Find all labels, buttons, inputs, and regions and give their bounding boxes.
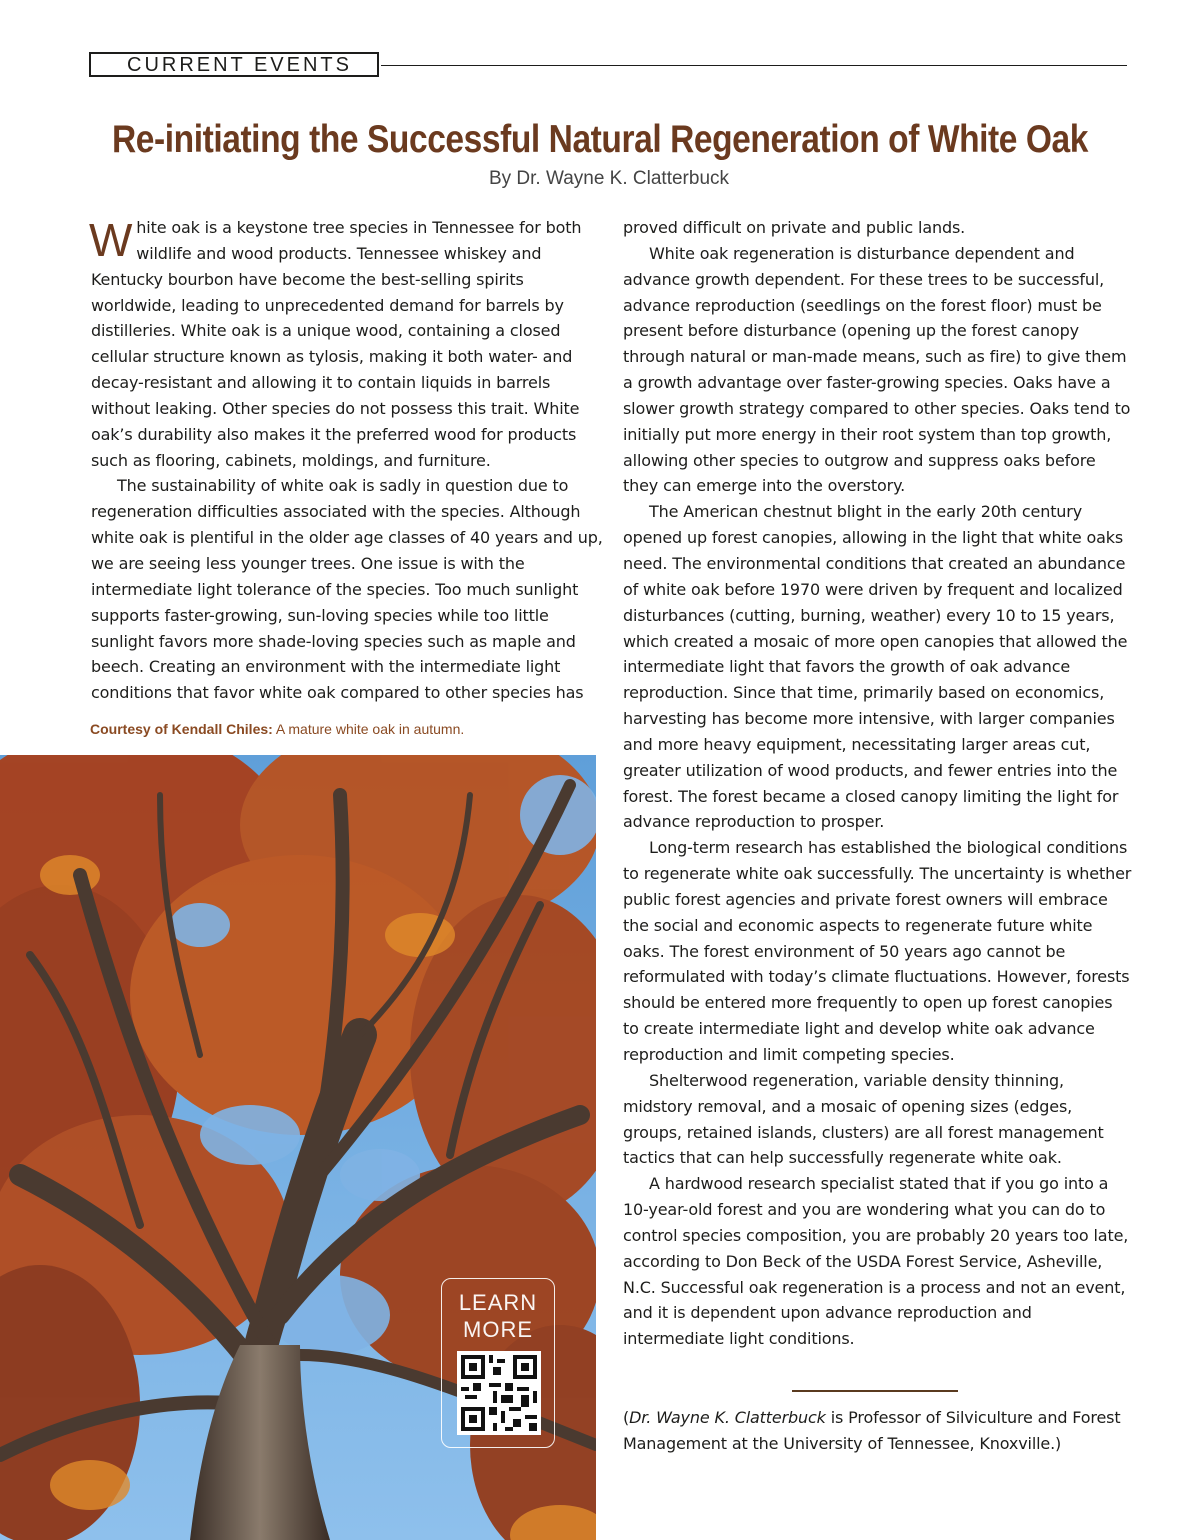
paragraph: White oak regeneration is disturbance dependent and advance growth dependent. For these trees to be successful, advance reproduction (seedlings on the forest floor) must be present before disturbance (opening up the forest canopy through natural or man-made means, such as fire) to give them a growth advantage over faster-growing species. Oaks have a slower growth strategy compared to other species. Oaks tend to initially put more energy in their root system than top growth, allowing other species to outgrow and suppress oaks before they can emerge into the overstory. <box>623 243 1131 496</box>
photo-caption-text: A mature white oak in autumn. <box>272 721 465 737</box>
paragraph: A hardwood research specialist stated that if you go into a 10-year-old forest and you are wondering what you can do to control species composition, you are probably 20 years too late, according to Don Beck of the USDA Forest Service, Asheville, N.C. Successful oak regeneration is a process and not an event, and it is dependent upon advance reproduction and intermediate light conditions. <box>623 1174 1129 1349</box>
paragraph: proved difficult on private and public lands. <box>623 218 966 237</box>
paragraph: The American chestnut blight in the early 20th century opened up forest canopies, allowing in the light that white oaks need. The environmental conditions that created an abundance of white oak before 1970 were driven by frequent and localized disturbances (cutting, burning, weather) every 10 to 15 years, which created a mosaic of more open canopies that allowed the intermediate light that favors the growth of oak advance reproduction. Since that time, primarily based on economics, harvesting has become more intensive, with larger companies and more heavy equipment, necessitating larger areas cut, greater utilization of wood products, and fewer entries into the forest. The forest became a closed canopy limiting the light for advance reproduction to prosper. <box>623 502 1128 832</box>
paragraph: The sustainability of white oak is sadly in question due to regeneration difficulties associated with the species. Although white oak is plentiful in the older age classes of 40 years and up, we are seeing less younger trees. One issue is with the intermediate light tolerance of the species. Too much sunlight supports faster-growing, sun-loving species while too little sunlight favors more shade-loving species such as maple and beech. Creating an environment with the intermediate light conditions that favor white oak compared to other species has <box>91 476 603 703</box>
bio-text: is Professor of Silviculture and Forest Management at the University of Tennessee, Knoxville.) <box>623 1408 1121 1453</box>
drop-cap: W <box>89 214 133 266</box>
qr-code-icon[interactable] <box>457 1351 541 1435</box>
bio-open-paren: ( <box>623 1408 630 1427</box>
learn-more-badge[interactable] <box>441 1278 555 1448</box>
oak-tree-photo <box>0 755 596 1540</box>
end-rule <box>792 1390 958 1392</box>
paragraph: Shelterwood regeneration, variable density thinning, midstory removal, and a mosaic of opening sizes (edges, groups, retained islands, clusters) are all forest management tactics that can help successfully regenerate white oak. <box>623 1070 1104 1168</box>
bio-author-name: Dr. Wayne K. Clatterbuck <box>629 1408 826 1427</box>
paragraph <box>91 215 603 473</box>
photo-caption <box>90 721 610 737</box>
author-bio <box>623 1405 1143 1457</box>
section-label-text: CURRENT EVENTS <box>127 54 352 76</box>
paragraph-text: hite oak is a keystone tree species in Tennessee for both wildlife and wood products. Tennessee whiskey and Kentucky bourbon have become the best-selling spirits worldwide, leading to unprecedented demand for barrels by distilleries. White oak is a unique wood, containing a closed cellular structure known as tylosis, making it both water- and decay-resistant and allowing it to contain liquids in barrels without leaking. Other species do not possess this trait. White oak’s durability also makes it the preferred wood for products such as flooring, cabinets, moldings, and furniture. <box>91 218 582 470</box>
article-byline: By Dr. Wayne K. Clatterbuck <box>488 168 730 189</box>
column-right <box>623 215 1133 1352</box>
article-title: Re-initiating the Successful Natural Regeneration of White Oak <box>112 118 1088 161</box>
section-label <box>89 52 379 77</box>
paragraph: Long-term research has established the biological conditions to regenerate white oak successfully. The uncertainty is whether public forest agencies and private forest owners will embrace the social and economic aspects to regenerate future white oaks. The forest environment of 50 years ago cannot be reformulated with today’s climate fluctuations. However, forests should be entered more frequently to open up forest canopies to create intermediate light and develop white oak advance reproduction and limit competing species. <box>623 838 1132 1064</box>
photo-credit: Courtesy of Kendall Chiles: <box>90 721 273 737</box>
learn-more-label: LEARN MORE <box>458 1290 538 1342</box>
column-left <box>91 215 603 706</box>
section-rule <box>381 65 1127 66</box>
